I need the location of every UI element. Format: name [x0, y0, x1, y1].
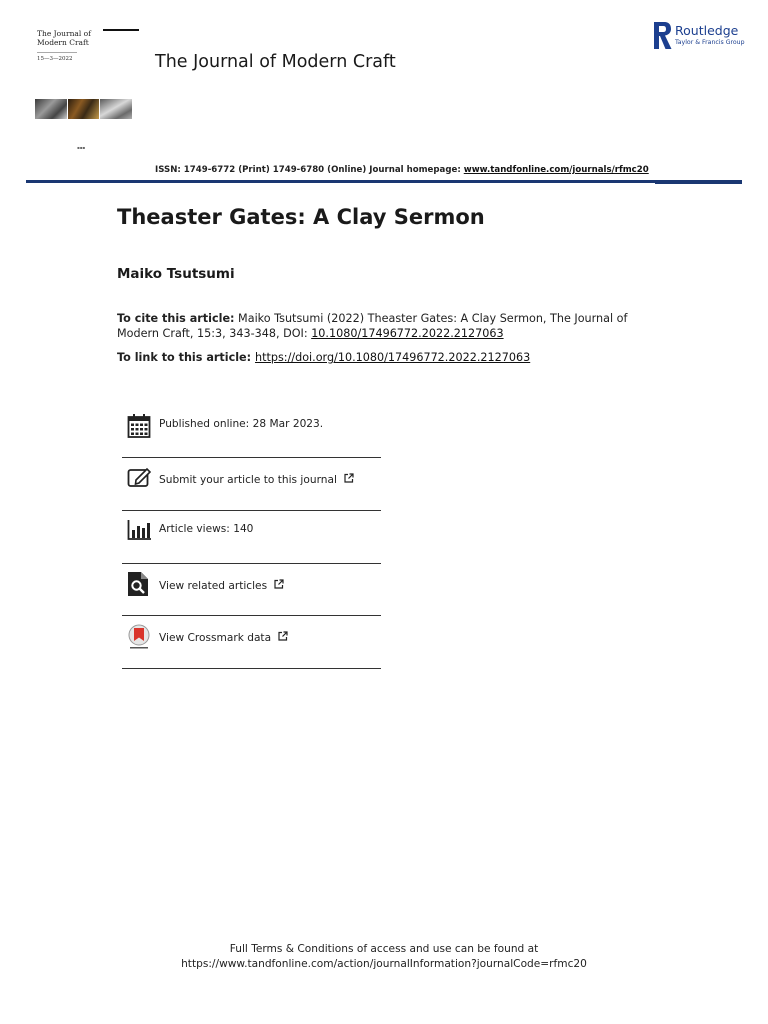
footer-terms-url[interactable]: https://www.tandfonline.com/action/journalInformation?journalCode=rfmc20: [181, 958, 587, 970]
cover-bar: [103, 29, 139, 31]
separator: [122, 615, 381, 616]
cover-photo-3: [100, 99, 132, 119]
article-doi-link[interactable]: https://doi.org/10.1080/17496772.2022.2127063: [255, 351, 531, 364]
header-rule-thin: [655, 183, 742, 184]
submit-link[interactable]: [159, 473, 354, 486]
routledge-logo[interactable]: [654, 22, 750, 50]
external-link-icon: [274, 579, 284, 589]
citation-block: [117, 311, 637, 341]
related-label: View related articles: [159, 580, 268, 592]
search-document-icon: [127, 571, 151, 597]
separator: [122, 510, 381, 511]
journal-cover-thumbnail: [34, 26, 134, 156]
cover-publisher-mark: ▪▪▪: [77, 145, 86, 150]
related-articles-link[interactable]: [159, 579, 284, 592]
cover-title-line1: The Journal of: [37, 29, 91, 38]
crossmark-link[interactable]: [159, 631, 288, 644]
published-date: Published online: 28 Mar 2023.: [159, 418, 324, 430]
crossmark-icon: [127, 624, 151, 650]
external-link-icon: [344, 473, 354, 483]
journal-title: The Journal of Modern Craft: [155, 52, 396, 72]
cover-title-line2: Modern Craft: [37, 38, 89, 47]
cover-photo-1: [35, 99, 67, 119]
header-rule: [26, 180, 742, 183]
cover-issue: 15—3—2022: [37, 56, 73, 62]
article-title: Theaster Gates: A Clay Sermon: [117, 205, 485, 229]
footer-terms: [0, 942, 768, 972]
cite-label: To cite this article:: [117, 312, 235, 325]
logo-subtitle: Taylor & Francis Group: [675, 38, 745, 46]
link-label: To link to this article:: [117, 351, 255, 364]
cover-photos: [35, 99, 132, 119]
link-block: [117, 351, 530, 364]
crossmark-label: View Crossmark data: [159, 632, 272, 644]
calendar-icon: [127, 413, 151, 439]
article-views: Article views: 140: [159, 523, 254, 535]
cite-doi-link[interactable]: 10.1080/17496772.2022.2127063: [311, 327, 504, 340]
cover-divider: [37, 52, 77, 53]
bar-chart-icon: [127, 518, 151, 544]
issn-line: [155, 165, 649, 175]
separator: [122, 457, 381, 458]
footer-line1: Full Terms & Conditions of access and use can be found at: [229, 943, 539, 955]
cover-title: [37, 29, 107, 47]
routledge-r-icon: [654, 22, 672, 49]
article-author: Maiko Tsutsumi: [117, 266, 235, 282]
cite-text: Maiko Tsutsumi (2022) Theaster Gates: A Clay Sermon, The Journal of Modern Craft, 15:3, 343-348, DOI:: [117, 312, 628, 340]
external-link-icon: [278, 631, 288, 641]
issn-text: ISSN: 1749-6772 (Print) 1749-6780 (Online) Journal homepage:: [155, 165, 464, 175]
edit-icon: [127, 465, 151, 491]
logo-name: Routledge: [675, 23, 739, 38]
journal-homepage-link[interactable]: www.tandfonline.com/journals/rfmc20: [463, 165, 649, 175]
separator: [122, 668, 381, 669]
submit-label: Submit your article to this journal: [159, 474, 337, 486]
cover-photo-2: [68, 99, 100, 119]
separator: [122, 563, 381, 564]
